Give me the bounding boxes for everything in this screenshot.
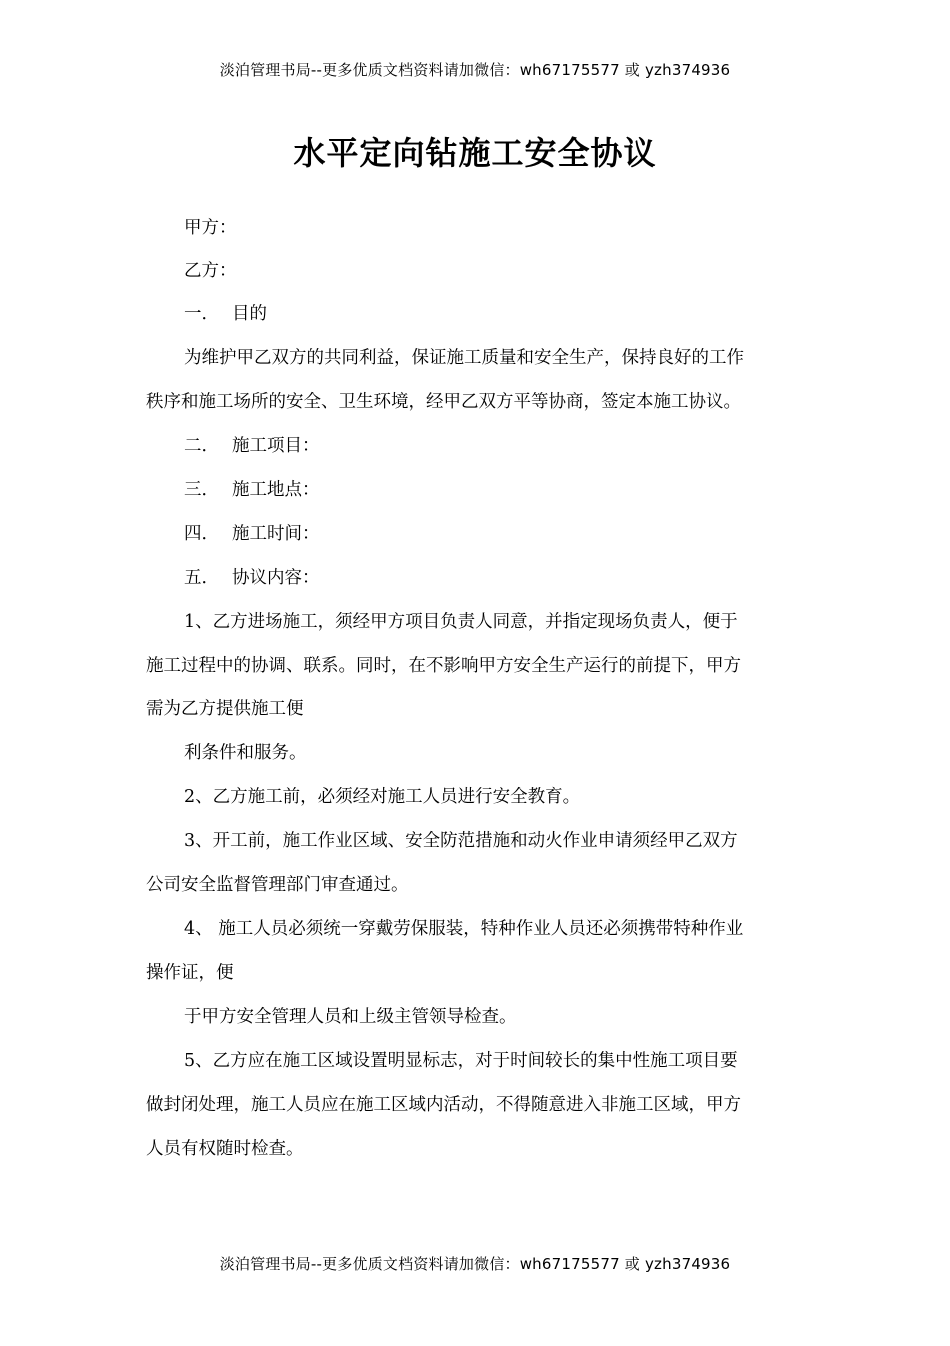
section-number: 一．	[184, 304, 219, 324]
purpose-line: 秩序和施工场所的安全、卫生环境，经甲乙双方平等协商，签定本施工协议。	[146, 392, 741, 412]
clause-4-line: 于甲方安全管理人员和上级主管领导检查。	[184, 1007, 517, 1027]
section-number: 三．	[184, 480, 219, 500]
document-title: 水平定向钻施工安全协议	[293, 134, 657, 172]
party-b-label: 乙方：	[184, 261, 237, 281]
clause-4-line: 操作证，便	[146, 963, 234, 983]
section-label: 施工项目：	[232, 436, 320, 456]
clause-1-line: 施工过程中的协调、联系。同时，在不影响甲方安全生产运行的前提下，甲方	[146, 656, 741, 676]
clause-3-line: 3、开工前，施工作业区域、安全防范措施和动火作业申请须经甲乙双方	[184, 831, 738, 851]
section-number: 五．	[184, 568, 219, 588]
section-heading-content	[184, 566, 320, 590]
section-label: 目的	[232, 304, 267, 324]
clause-5-line: 做封闭处理，施工人员应在施工区域内活动，不得随意进入非施工区域，甲方	[146, 1095, 741, 1115]
section-heading-time	[184, 522, 320, 546]
purpose-line: 为维护甲乙双方的共同利益，保证施工质量和安全生产，保持良好的工作	[184, 348, 744, 368]
section-heading-location	[184, 478, 320, 502]
party-a-label: 甲方：	[184, 218, 237, 238]
section-heading-purpose	[184, 302, 267, 326]
section-label: 施工地点：	[232, 480, 320, 500]
clause-5-line: 5、乙方应在施工区域设置明显标志，对于时间较长的集中性施工项目要	[184, 1051, 738, 1071]
clause-3-line: 公司安全监督管理部门审查通过。	[146, 875, 409, 895]
page-header: 淡泊管理书局--更多优质文档资料请加微信：wh67175577 或 yzh374936	[219, 61, 731, 79]
section-number: 四．	[184, 524, 219, 544]
clause-1-line: 需为乙方提供施工便	[146, 699, 304, 719]
clause-2-line: 2、乙方施工前，必须经对施工人员进行安全教育。	[184, 787, 581, 807]
clause-4-line: 4、 施工人员必须统一穿戴劳保服装，特种作业人员还必须携带特种作业	[184, 919, 744, 939]
section-number: 二．	[184, 436, 219, 456]
section-label: 施工时间：	[232, 524, 320, 544]
page-footer: 淡泊管理书局--更多优质文档资料请加微信：wh67175577 或 yzh374936	[219, 1255, 731, 1273]
section-heading-project	[184, 434, 320, 458]
section-label: 协议内容：	[232, 568, 320, 588]
clause-1-line: 1、乙方进场施工，须经甲方项目负责人同意，并指定现场负责人，便于	[184, 612, 738, 632]
clause-1-line: 利条件和服务。	[184, 743, 307, 763]
clause-5-line: 人员有权随时检查。	[146, 1139, 304, 1159]
